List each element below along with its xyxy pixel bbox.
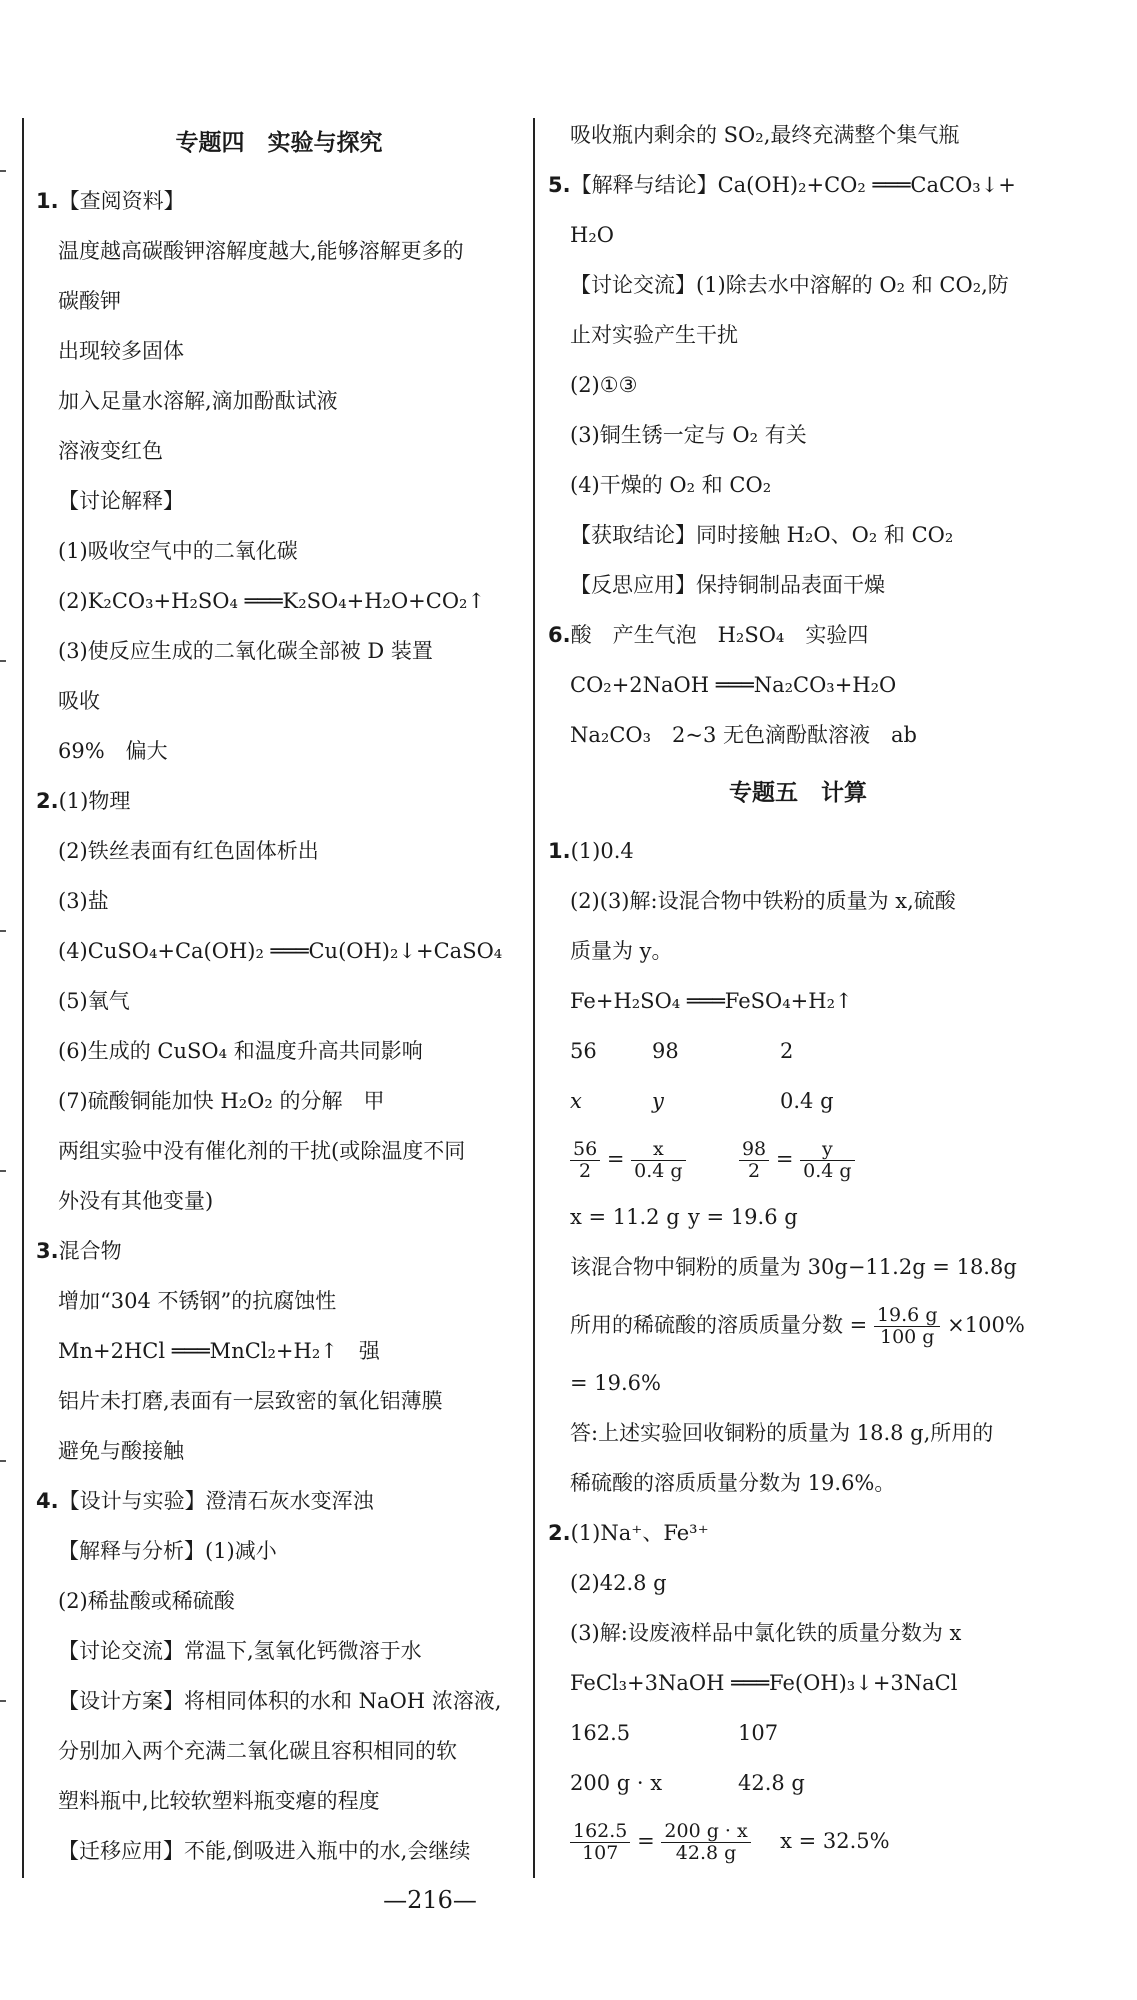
result: y = 19.6 g — [688, 1205, 798, 1229]
answer-line: 铝片未打磨,表面有一层致密的氧化铝薄膜 — [58, 1389, 443, 1413]
unknown: x — [570, 1089, 582, 1113]
equation-line: Fe+H₂SO₄ ═══FeSO₄+H₂↑ — [570, 989, 853, 1013]
answer-line: (3)解:设废液样品中氯化铁的质量分数为 x — [570, 1621, 962, 1645]
answer-line: (3)使反应生成的二氧化碳全部被 D 装置 — [58, 639, 433, 663]
answer-line: 塑料瓶中,比较软塑料瓶变瘪的程度 — [58, 1789, 380, 1813]
answer-line: (2)(3)解:设混合物中铁粉的质量为 x,硫酸 — [570, 889, 956, 913]
answer-line: 【解释与分析】(1)减小 — [58, 1539, 277, 1563]
denominator: 2 — [579, 1160, 592, 1182]
margin-tick — [0, 660, 6, 662]
answer-line: 温度越高碳酸钾溶解度越大,能够溶解更多的 — [58, 239, 464, 263]
fraction — [739, 1139, 769, 1182]
numerator: 56 — [570, 1139, 600, 1161]
equation-line: CO₂+2NaOH ═══Na₂CO₃+H₂O — [570, 673, 897, 697]
answer-line: (2)42.8 g — [570, 1571, 667, 1595]
margin-tick — [0, 1700, 6, 1702]
denominator: 42.8 g — [675, 1842, 737, 1864]
multiplier: ×100% — [947, 1313, 1025, 1337]
denominator: 2 — [748, 1160, 761, 1182]
denominator: 100 g — [879, 1326, 935, 1348]
right-column — [548, 110, 1048, 1874]
left-margin-rule — [22, 118, 24, 1878]
equals-sign: = — [606, 1147, 625, 1171]
answer-line: (5)氧气 — [58, 989, 130, 1013]
equation-line: 【解释与结论】Ca(OH)₂+CO₂ ═══CaCO₃↓+ — [570, 173, 1016, 197]
answer-line: (3)盐 — [58, 889, 109, 913]
fraction — [800, 1139, 854, 1182]
numerator: y — [800, 1139, 854, 1161]
equals-sign: = — [637, 1829, 655, 1853]
answer-line: 【讨论交流】(1)除去水中溶解的 O₂ 和 CO₂,防 — [570, 273, 1009, 297]
answer-line: 【讨论交流】常温下,氢氧化钙微溶于水 — [58, 1639, 422, 1663]
answer-line: 【设计方案】将相同体积的水和 NaOH 浓溶液, — [58, 1689, 502, 1713]
answer-line: = 19.6% — [570, 1371, 661, 1395]
answer-line: 增加“304 不锈钢”的抗腐蚀性 — [58, 1289, 337, 1313]
question-number: 1. — [36, 189, 59, 213]
equals-sign: = — [775, 1147, 794, 1171]
known-value: 42.8 g — [738, 1771, 805, 1795]
answer-line: 稀硫酸的溶质质量分数为 19.6%。 — [570, 1471, 896, 1495]
molar-mass: 107 — [738, 1721, 779, 1745]
left-column — [36, 110, 522, 1876]
margin-tick — [0, 930, 6, 932]
proportion-row — [548, 1126, 1048, 1192]
question-6 — [548, 610, 1048, 660]
answer-line: 【迁移应用】不能,倒吸进入瓶中的水,会继续 — [58, 1839, 471, 1863]
question-5 — [548, 160, 1048, 210]
answer-line: (2)稀盐酸或稀硫酸 — [58, 1589, 235, 1613]
margin-tick — [0, 170, 6, 172]
answer-line: 【设计与实验】澄清石灰水变浑浊 — [58, 1489, 374, 1513]
answer-line: 吸收 — [58, 689, 100, 713]
answer-line: (1)0.4 — [570, 839, 634, 863]
answer-line: 溶液变红色 — [58, 439, 163, 463]
question-2 — [36, 776, 522, 826]
question-number: 5. — [548, 173, 571, 197]
page-number: —216— — [383, 1886, 477, 1914]
answer-line: 出现较多固体 — [58, 339, 184, 363]
answer-line: (1)物理 — [58, 789, 131, 813]
molar-mass: 98 — [652, 1039, 679, 1063]
molar-mass: 2 — [780, 1039, 794, 1063]
answer-line: (3)铜生锈一定与 O₂ 有关 — [570, 423, 807, 447]
numerator: 98 — [739, 1139, 769, 1161]
numerator: 200 g · x — [661, 1821, 750, 1843]
fraction — [661, 1821, 750, 1864]
answer-line: 【讨论解释】 — [58, 489, 184, 513]
answer-line: (1)吸收空气中的二氧化碳 — [58, 539, 298, 563]
margin-tick — [0, 1170, 6, 1172]
question-4 — [36, 1476, 522, 1526]
denominator: 0.4 g — [634, 1160, 683, 1182]
molar-mass: 56 — [570, 1039, 597, 1063]
denominator: 107 — [582, 1842, 619, 1864]
unknowns-row — [548, 1076, 1048, 1126]
answer-line: (4)干燥的 O₂ 和 CO₂ — [570, 473, 772, 497]
answer-line: 答:上述实验回收铜粉的质量为 18.8 g,所用的 — [570, 1421, 994, 1445]
numerator: 162.5 — [570, 1821, 630, 1843]
column-divider — [533, 118, 535, 1878]
answer-line: 两组实验中没有催化剂的干扰(或除温度不同 — [58, 1139, 466, 1163]
answer-line: 质量为 y。 — [570, 939, 673, 963]
fraction — [570, 1139, 600, 1182]
percentage-label: 所用的稀硫酸的溶质质量分数 = — [570, 1313, 868, 1337]
question-3 — [36, 1226, 522, 1276]
answer-line: 酸 产生气泡 H₂SO₄ 实验四 — [570, 623, 869, 647]
known-value: 0.4 g — [780, 1089, 834, 1113]
answer-line: (6)生成的 CuSO₄ 和温度升高共同影响 — [58, 1039, 423, 1063]
fraction — [874, 1305, 941, 1348]
numerator: 19.6 g — [874, 1305, 941, 1327]
answer-line: (2)①③ — [570, 373, 638, 397]
numerator: x — [631, 1139, 685, 1161]
denominator: 0.4 g — [803, 1160, 852, 1182]
answer-line: 混合物 — [58, 1239, 122, 1263]
answer-line: (7)硫酸铜能加快 H₂O₂ 的分解 甲 — [58, 1089, 385, 1113]
fraction — [631, 1139, 685, 1182]
answer-line: H₂O — [570, 223, 614, 247]
values-row — [548, 1758, 1048, 1808]
calc-question-2 — [548, 1508, 1048, 1558]
equation-line: (4)CuSO₄+Ca(OH)₂ ═══Cu(OH)₂↓+CaSO₄ — [58, 939, 503, 963]
answer-line: (2)铁丝表面有红色固体析出 — [58, 839, 319, 863]
answer-line: 外没有其他变量) — [58, 1189, 214, 1213]
equation-line: (2)K₂CO₃+H₂SO₄ ═══K₂SO₄+H₂O+CO₂↑ — [58, 589, 486, 613]
answer-line: 【反思应用】保持铜制品表面干燥 — [570, 573, 885, 597]
answer-line: (1)Na⁺、Fe³⁺ — [570, 1521, 709, 1545]
equation-line: FeCl₃+3NaOH ═══Fe(OH)₃↓+3NaCl — [570, 1671, 958, 1695]
result: x = 11.2 g — [570, 1205, 680, 1229]
answer-line: 避免与酸接触 — [58, 1439, 184, 1463]
answer-line: Na₂CO₃ 2~3 无色滴酚酞溶液 ab — [570, 723, 917, 747]
molar-mass: 162.5 — [570, 1721, 631, 1745]
answer-line: 【获取结论】同时接触 H₂O、O₂ 和 CO₂ — [570, 523, 954, 547]
question-number: 4. — [36, 1489, 59, 1513]
molar-mass-row — [548, 1708, 1048, 1758]
equation-line: Mn+2HCl ═══MnCl₂+H₂↑ 强 — [58, 1339, 380, 1363]
answer-line: 【查阅资料】 — [58, 189, 185, 213]
proportion-row — [548, 1808, 1048, 1874]
question-number: 2. — [36, 789, 59, 813]
unknown: y — [652, 1089, 664, 1113]
known-value: 200 g · x — [570, 1771, 663, 1795]
answer-line: 碳酸钾 — [58, 289, 121, 313]
section-title-4: 专题四 实验与探究 — [175, 130, 383, 156]
question-number: 6. — [548, 623, 571, 647]
answer-line: 吸收瓶内剩余的 SO₂,最终充满整个集气瓶 — [570, 123, 960, 147]
question-number: 1. — [548, 839, 571, 863]
answer-line: 该混合物中铜粉的质量为 30g−11.2g = 18.8g — [570, 1255, 1017, 1279]
question-number: 2. — [548, 1521, 571, 1545]
percentage-row — [548, 1292, 1048, 1358]
question-1 — [36, 176, 522, 226]
answer-line: 止对实验产生干扰 — [570, 323, 738, 347]
answer-line: 分别加入两个充满二氧化碳且容积相同的软 — [58, 1739, 457, 1763]
answer-line: 69% 偏大 — [58, 739, 168, 763]
question-number: 3. — [36, 1239, 59, 1263]
fraction — [570, 1821, 630, 1864]
calc-question-1 — [548, 826, 1048, 876]
section-title-5: 专题五 计算 — [729, 780, 867, 806]
answer-line: 加入足量水溶解,滴加酚酞试液 — [58, 389, 338, 413]
margin-tick — [0, 1460, 6, 1462]
result: x = 32.5% — [780, 1829, 890, 1853]
molar-mass-row — [548, 1026, 1048, 1076]
result-row — [548, 1192, 1048, 1242]
